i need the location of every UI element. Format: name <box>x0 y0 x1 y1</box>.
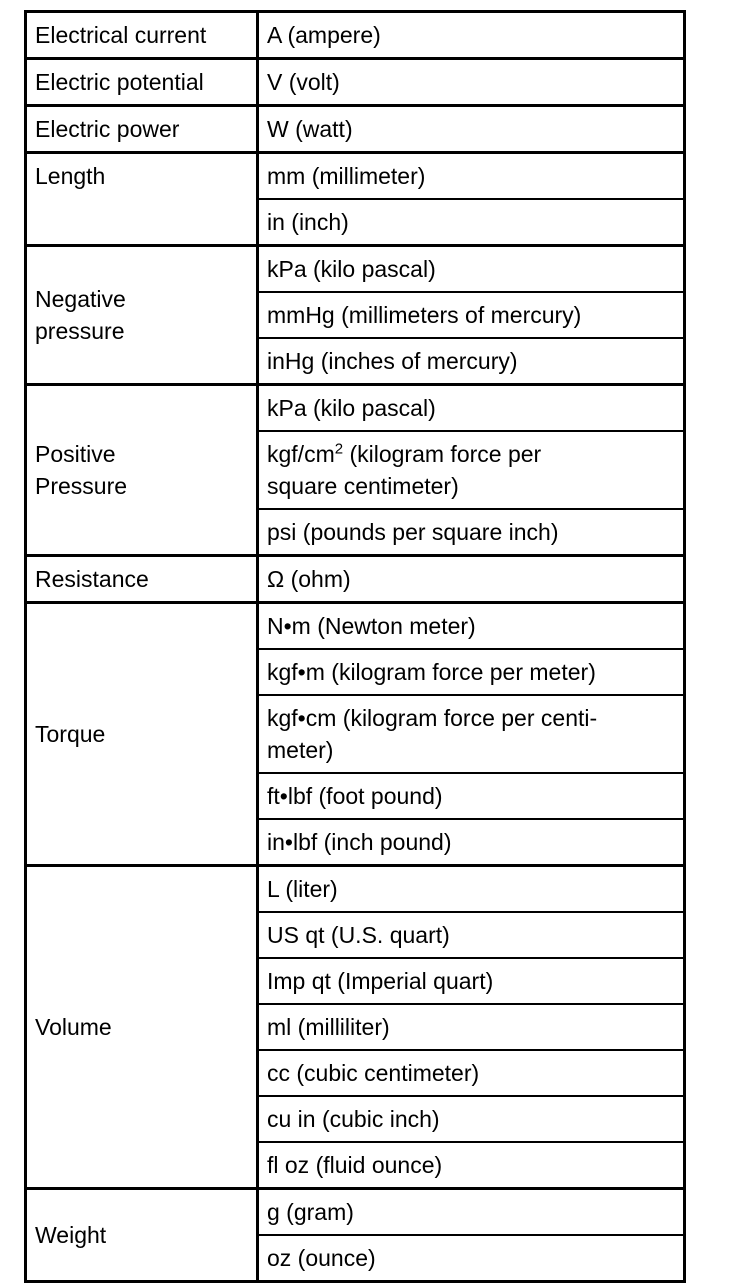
unit-text: (kilogram force per square centimeter) <box>267 441 542 499</box>
unit-cell: L (liter) <box>267 876 338 902</box>
unit-cell <box>259 430 683 508</box>
quantity-cell: Weight <box>27 1190 259 1280</box>
unit-cell: N•m (Newton meter) <box>267 613 476 639</box>
row-volume <box>27 864 683 1187</box>
unit-cell: ml (milliliter) <box>259 1003 683 1049</box>
unit-cell: fl oz (fluid ounce) <box>259 1141 683 1187</box>
row-electric-potential <box>27 57 683 104</box>
unit-cell: kPa (kilo pascal) <box>267 395 436 421</box>
quantity-cell: Length <box>27 154 259 244</box>
unit-cell: A (ampere) <box>267 22 381 48</box>
quantity-cell: Resistance <box>27 557 259 601</box>
row-positive-pressure <box>27 383 683 554</box>
row-length <box>27 151 683 244</box>
unit-cell: Ω (ohm) <box>267 566 351 592</box>
unit-text: kgf/cm <box>267 441 335 467</box>
unit-cell: V (volt) <box>267 69 340 95</box>
unit-cell: Imp qt (Imperial quart) <box>259 957 683 1003</box>
unit-cell: W (watt) <box>267 116 353 142</box>
row-resistance <box>27 554 683 601</box>
unit-cell: kgf•cm (kilogram force per centi- meter) <box>259 694 683 772</box>
unit-cell: in (inch) <box>259 198 683 244</box>
quantity-cell: Torque <box>27 604 259 864</box>
unit-cell: g (gram) <box>267 1199 354 1225</box>
unit-cell: kPa (kilo pascal) <box>267 256 436 282</box>
quantity-cell: Electric potential <box>27 60 259 104</box>
quantity-cell: Positive Pressure <box>27 386 259 554</box>
units-table <box>24 10 686 1283</box>
unit-cell: in•lbf (inch pound) <box>259 818 683 864</box>
row-negative-pressure <box>27 244 683 383</box>
unit-cell: mmHg (millimeters of mercury) <box>259 291 683 337</box>
unit-cell: kgf•m (kilogram force per meter) <box>259 648 683 694</box>
unit-cell: cc (cubic centimeter) <box>259 1049 683 1095</box>
quantity-cell: Electric power <box>27 107 259 151</box>
quantity-cell: Volume <box>27 867 259 1187</box>
quantity-cell: Electrical current <box>27 13 259 57</box>
unit-cell: US qt (U.S. quart) <box>259 911 683 957</box>
unit-cell: cu in (cubic inch) <box>259 1095 683 1141</box>
row-torque <box>27 601 683 864</box>
unit-cell: oz (ounce) <box>259 1234 683 1280</box>
unit-cell: ft•lbf (foot pound) <box>259 772 683 818</box>
quantity-cell: Negative pressure <box>27 247 259 383</box>
unit-cell: inHg (inches of mercury) <box>259 337 683 383</box>
superscript: 2 <box>334 440 344 458</box>
row-electrical-current <box>27 13 683 57</box>
unit-cell: mm (millimeter) <box>267 163 426 189</box>
unit-cell: psi (pounds per square inch) <box>259 508 683 554</box>
row-electric-power <box>27 104 683 151</box>
